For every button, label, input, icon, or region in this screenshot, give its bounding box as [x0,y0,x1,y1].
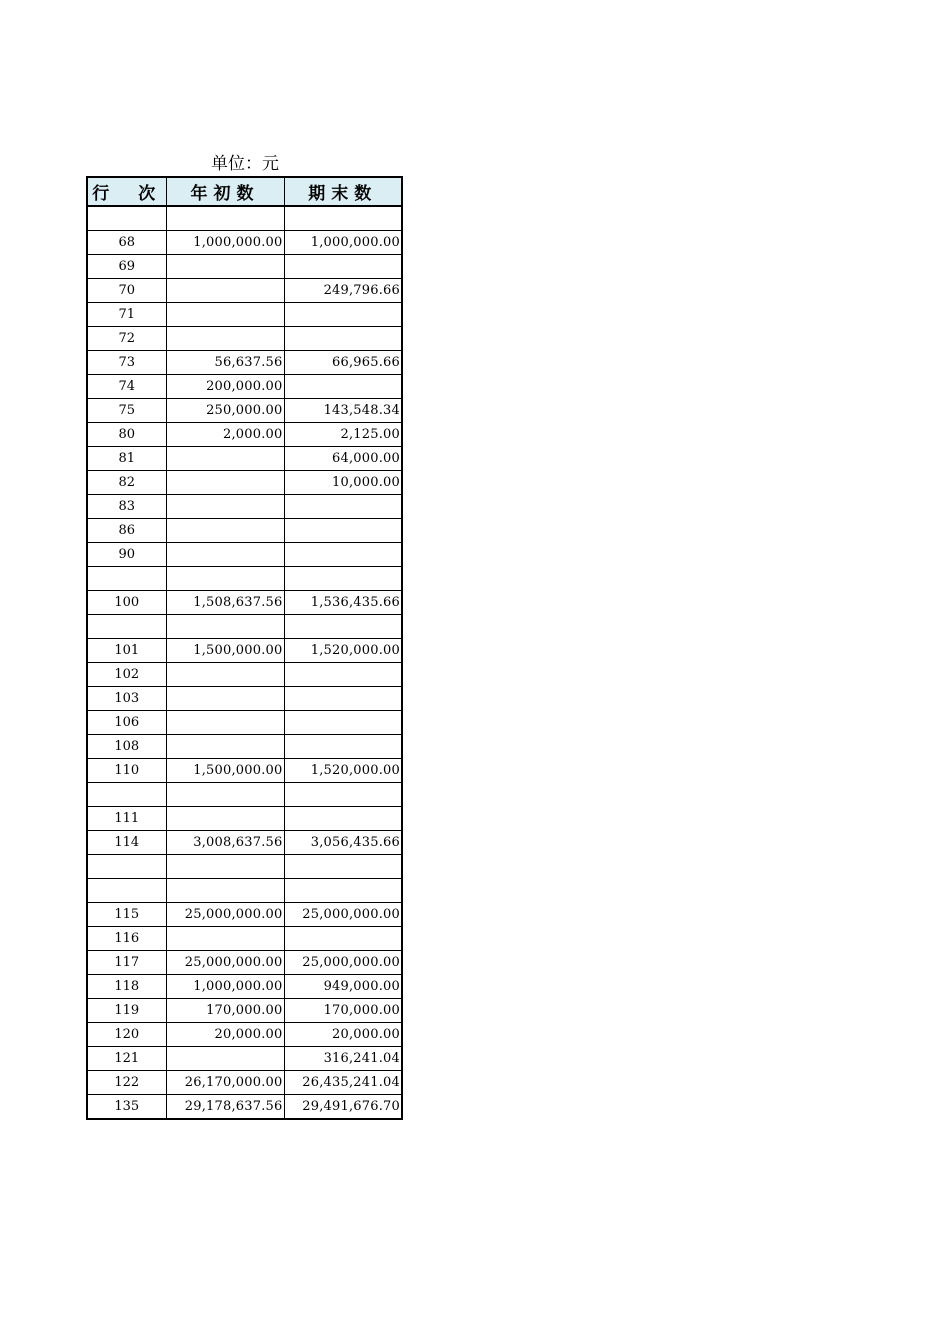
table-row [87,567,402,591]
line-number-cell[interactable]: 135 [87,1095,166,1120]
ending-balance-cell[interactable] [284,615,402,639]
line-number-cell[interactable]: 70 [87,279,166,303]
table-row [87,855,402,879]
beginning-balance-cell[interactable]: 20,000.00 [166,1023,284,1047]
beginning-balance-cell[interactable]: 250,000.00 [166,399,284,423]
beginning-balance-cell[interactable] [166,879,284,903]
beginning-balance-cell[interactable] [166,543,284,567]
line-number-cell[interactable]: 101 [87,639,166,663]
unit-label: 单位：元 [211,154,279,174]
ending-balance-cell[interactable]: 143,548.34 [284,399,402,423]
table-row [87,543,402,567]
table-row [87,351,402,375]
beginning-balance-cell[interactable] [166,327,284,351]
ending-balance-cell[interactable]: 2,125.00 [284,423,402,447]
line-number-cell[interactable]: 81 [87,447,166,471]
beginning-balance-cell[interactable]: 200,000.00 [166,375,284,399]
table-row [87,303,402,327]
beginning-balance-cell[interactable] [166,735,284,759]
beginning-balance-cell[interactable] [166,855,284,879]
line-number-cell[interactable]: 69 [87,255,166,279]
beginning-balance-cell[interactable] [166,206,284,231]
beginning-balance-cell[interactable] [166,567,284,591]
beginning-balance-cell[interactable] [166,927,284,951]
line-number-cell[interactable]: 122 [87,1071,166,1095]
table-header [87,177,402,206]
table-row [87,831,402,855]
beginning-balance-cell[interactable] [166,495,284,519]
table-row [87,1047,402,1071]
table-row [87,279,402,303]
table-row [87,327,402,351]
ending-balance-cell[interactable]: 170,000.00 [284,999,402,1023]
ending-balance-cell[interactable] [284,327,402,351]
ending-balance-cell[interactable] [284,206,402,231]
line-number-cell[interactable]: 100 [87,591,166,615]
line-number-cell[interactable] [87,783,166,807]
ending-balance-cell[interactable]: 29,491,676.70 [284,1095,402,1120]
ending-balance-cell[interactable]: 1,520,000.00 [284,759,402,783]
table-row [87,399,402,423]
beginning-balance-cell[interactable]: 25,000,000.00 [166,951,284,975]
line-number-cell[interactable] [87,567,166,591]
table-row [87,206,402,231]
table-row [87,903,402,927]
ending-balance-cell[interactable] [284,519,402,543]
header-line-number: 行 次 [87,177,166,206]
beginning-balance-cell[interactable]: 26,170,000.00 [166,1071,284,1095]
table-body [87,206,402,1119]
beginning-balance-cell[interactable] [166,279,284,303]
beginning-balance-cell[interactable]: 29,178,637.56 [166,1095,284,1120]
table-row [87,807,402,831]
ending-balance-cell[interactable]: 249,796.66 [284,279,402,303]
table-row [87,1071,402,1095]
ending-balance-cell[interactable]: 3,056,435.66 [284,831,402,855]
header-beginning-balance: 年初数 [166,177,284,206]
ending-balance-cell[interactable] [284,711,402,735]
line-number-cell[interactable]: 103 [87,687,166,711]
ending-balance-cell[interactable] [284,927,402,951]
line-number-cell[interactable]: 80 [87,423,166,447]
line-number-cell[interactable]: 121 [87,1047,166,1071]
ending-balance-cell[interactable]: 1,520,000.00 [284,639,402,663]
ending-balance-cell[interactable] [284,879,402,903]
ending-balance-cell[interactable] [284,567,402,591]
line-number-cell[interactable]: 102 [87,663,166,687]
line-number-cell[interactable]: 115 [87,903,166,927]
line-number-cell[interactable]: 117 [87,951,166,975]
ending-balance-cell[interactable] [284,543,402,567]
beginning-balance-cell[interactable]: 1,000,000.00 [166,231,284,255]
ending-balance-cell[interactable] [284,783,402,807]
table-row [87,447,402,471]
line-number-cell[interactable]: 120 [87,1023,166,1047]
beginning-balance-cell[interactable] [166,255,284,279]
beginning-balance-cell[interactable]: 1,000,000.00 [166,975,284,999]
header-ending-balance: 期末数 [284,177,402,206]
ending-balance-cell[interactable]: 66,965.66 [284,351,402,375]
ending-balance-cell[interactable]: 20,000.00 [284,1023,402,1047]
beginning-balance-cell[interactable]: 1,500,000.00 [166,759,284,783]
table-row [87,423,402,447]
table-row [87,1095,402,1120]
ending-balance-cell[interactable]: 1,000,000.00 [284,231,402,255]
ending-balance-cell[interactable] [284,855,402,879]
ending-balance-cell[interactable] [284,735,402,759]
beginning-balance-cell[interactable]: 1,500,000.00 [166,639,284,663]
table-row [87,495,402,519]
line-number-cell[interactable] [87,206,166,231]
line-number-cell[interactable] [87,879,166,903]
beginning-balance-cell[interactable] [166,663,284,687]
table-row [87,735,402,759]
table-row [87,471,402,495]
table-row [87,711,402,735]
beginning-balance-cell[interactable]: 1,508,637.56 [166,591,284,615]
ending-balance-cell[interactable]: 25,000,000.00 [284,903,402,927]
line-number-cell[interactable]: 73 [87,351,166,375]
beginning-balance-cell[interactable] [166,687,284,711]
ending-balance-cell[interactable] [284,807,402,831]
line-number-cell[interactable]: 86 [87,519,166,543]
beginning-balance-cell[interactable]: 56,637.56 [166,351,284,375]
header-row [87,177,402,206]
beginning-balance-cell[interactable] [166,447,284,471]
line-number-cell[interactable]: 110 [87,759,166,783]
table-row [87,1023,402,1047]
beginning-balance-cell[interactable] [166,711,284,735]
table-row [87,375,402,399]
table-row [87,975,402,999]
line-number-cell[interactable]: 83 [87,495,166,519]
line-number-cell[interactable]: 108 [87,735,166,759]
line-number-cell[interactable]: 111 [87,807,166,831]
ending-balance-cell[interactable]: 26,435,241.04 [284,1071,402,1095]
beginning-balance-cell[interactable] [166,615,284,639]
ending-balance-cell[interactable] [284,687,402,711]
ending-balance-cell[interactable]: 316,241.04 [284,1047,402,1071]
balance-table [86,176,403,1120]
line-number-cell[interactable] [87,615,166,639]
table-row [87,255,402,279]
ending-balance-cell[interactable] [284,303,402,327]
ending-balance-cell[interactable] [284,663,402,687]
table-row [87,639,402,663]
line-number-cell[interactable] [87,855,166,879]
table-row [87,879,402,903]
line-number-cell[interactable]: 106 [87,711,166,735]
beginning-balance-cell[interactable]: 170,000.00 [166,999,284,1023]
table-row [87,615,402,639]
line-number-cell[interactable]: 116 [87,927,166,951]
line-number-cell[interactable]: 118 [87,975,166,999]
beginning-balance-cell[interactable] [166,303,284,327]
ending-balance-cell[interactable] [284,495,402,519]
line-number-cell[interactable]: 74 [87,375,166,399]
table-row [87,951,402,975]
ending-balance-cell[interactable] [284,255,402,279]
line-number-cell[interactable]: 71 [87,303,166,327]
ending-balance-cell[interactable]: 64,000.00 [284,447,402,471]
beginning-balance-cell[interactable] [166,471,284,495]
line-number-cell[interactable]: 72 [87,327,166,351]
table-row [87,591,402,615]
table-row [87,927,402,951]
beginning-balance-cell[interactable]: 25,000,000.00 [166,903,284,927]
ending-balance-cell[interactable]: 1,536,435.66 [284,591,402,615]
table-row [87,519,402,543]
beginning-balance-cell[interactable] [166,1047,284,1071]
table-row [87,663,402,687]
line-number-cell[interactable]: 114 [87,831,166,855]
table-row [87,759,402,783]
table-row [87,687,402,711]
beginning-balance-cell[interactable]: 3,008,637.56 [166,831,284,855]
line-number-cell[interactable]: 90 [87,543,166,567]
table-row [87,231,402,255]
line-number-cell[interactable]: 119 [87,999,166,1023]
beginning-balance-cell[interactable]: 2,000.00 [166,423,284,447]
line-number-cell[interactable]: 68 [87,231,166,255]
line-number-cell[interactable]: 82 [87,471,166,495]
line-number-cell[interactable]: 75 [87,399,166,423]
beginning-balance-cell[interactable] [166,807,284,831]
table-row [87,783,402,807]
beginning-balance-cell[interactable] [166,519,284,543]
ending-balance-cell[interactable]: 10,000.00 [284,471,402,495]
table-row [87,999,402,1023]
ending-balance-cell[interactable]: 949,000.00 [284,975,402,999]
ending-balance-cell[interactable] [284,375,402,399]
beginning-balance-cell[interactable] [166,783,284,807]
ending-balance-cell[interactable]: 25,000,000.00 [284,951,402,975]
